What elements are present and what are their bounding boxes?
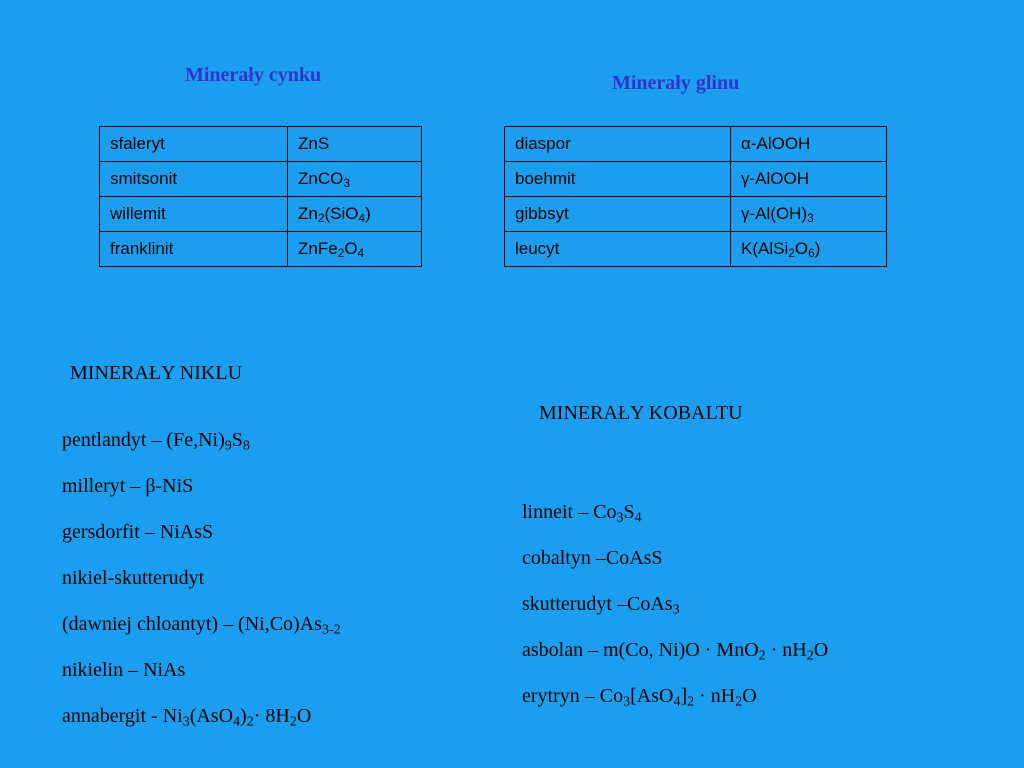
aluminium-minerals-table — [504, 126, 887, 267]
table-row — [505, 127, 887, 162]
list-item: pentlandyt – $(Fe,Ni)_9S_8$ — [62, 429, 250, 454]
cobalt-minerals-list — [522, 500, 828, 730]
cobalt-minerals-title: MINERAŁY KOBALTU — [539, 402, 743, 424]
mineral-formula: $Zn_2(SiO_4)$ — [288, 197, 422, 232]
mineral-formula: $ZnFe_2O_4$ — [288, 232, 422, 267]
zinc-minerals-title: Minerały cynku — [185, 64, 322, 86]
table-row — [505, 232, 887, 267]
mineral-name: sfaleryt — [100, 127, 288, 162]
mineral-name: boehmit — [505, 162, 731, 197]
list-item: gersdorfit – NiAsS — [62, 521, 214, 543]
list-item: skutterudyt –CoAs$_3$ — [522, 593, 680, 618]
list-item: asbolan – m(Co, $Ni)O \cdot MnO_2 \cdot nH_2O$ — [522, 639, 829, 664]
mineral-formula: γ-AlOOH — [731, 162, 887, 197]
list-item: erytryn – $Co_3[AsO_4]_2 \cdot nH_2O$ — [522, 685, 757, 710]
mineral-name: smitsonit — [100, 162, 288, 197]
table-row — [100, 162, 422, 197]
mineral-formula: $\gamma-Al(OH)_3$ — [731, 197, 887, 232]
table-row — [100, 232, 422, 267]
mineral-name: leucyt — [505, 232, 731, 267]
nickel-minerals-list — [62, 428, 341, 750]
table-row — [100, 197, 422, 232]
list-item: annabergit - $Ni_3(AsO_4)_2\cdot 8H_2O$ — [62, 705, 312, 730]
list-item: (dawniej chloantyt) – $(Ni,Co)As_{3-2}$ — [62, 613, 341, 638]
mineral-formula: ZnCO$_3$ — [288, 162, 422, 197]
mineral-name: diaspor — [505, 127, 731, 162]
mineral-name: franklinit — [100, 232, 288, 267]
list-item: nikielin – NiAs — [62, 659, 186, 681]
table-row — [505, 162, 887, 197]
list-item: linneit – $Co_3S_4$ — [522, 501, 642, 526]
list-item: nikiel-skutterudyt — [62, 567, 205, 589]
nickel-minerals-title: MINERAŁY NIKLU — [70, 362, 243, 384]
mineral-formula: α-AlOOH — [731, 127, 887, 162]
table-row — [505, 197, 887, 232]
mineral-name: willemit — [100, 197, 288, 232]
mineral-formula: $K(AlSi_2O_6)$ — [731, 232, 887, 267]
table-row — [100, 127, 422, 162]
mineral-name: gibbsyt — [505, 197, 731, 232]
list-item: milleryt – β-NiS — [62, 475, 194, 497]
mineral-formula: ZnS — [288, 127, 422, 162]
aluminium-minerals-title: Minerały glinu — [612, 72, 740, 94]
list-item: cobaltyn –CoAsS — [522, 547, 663, 569]
zinc-minerals-table — [99, 126, 422, 267]
